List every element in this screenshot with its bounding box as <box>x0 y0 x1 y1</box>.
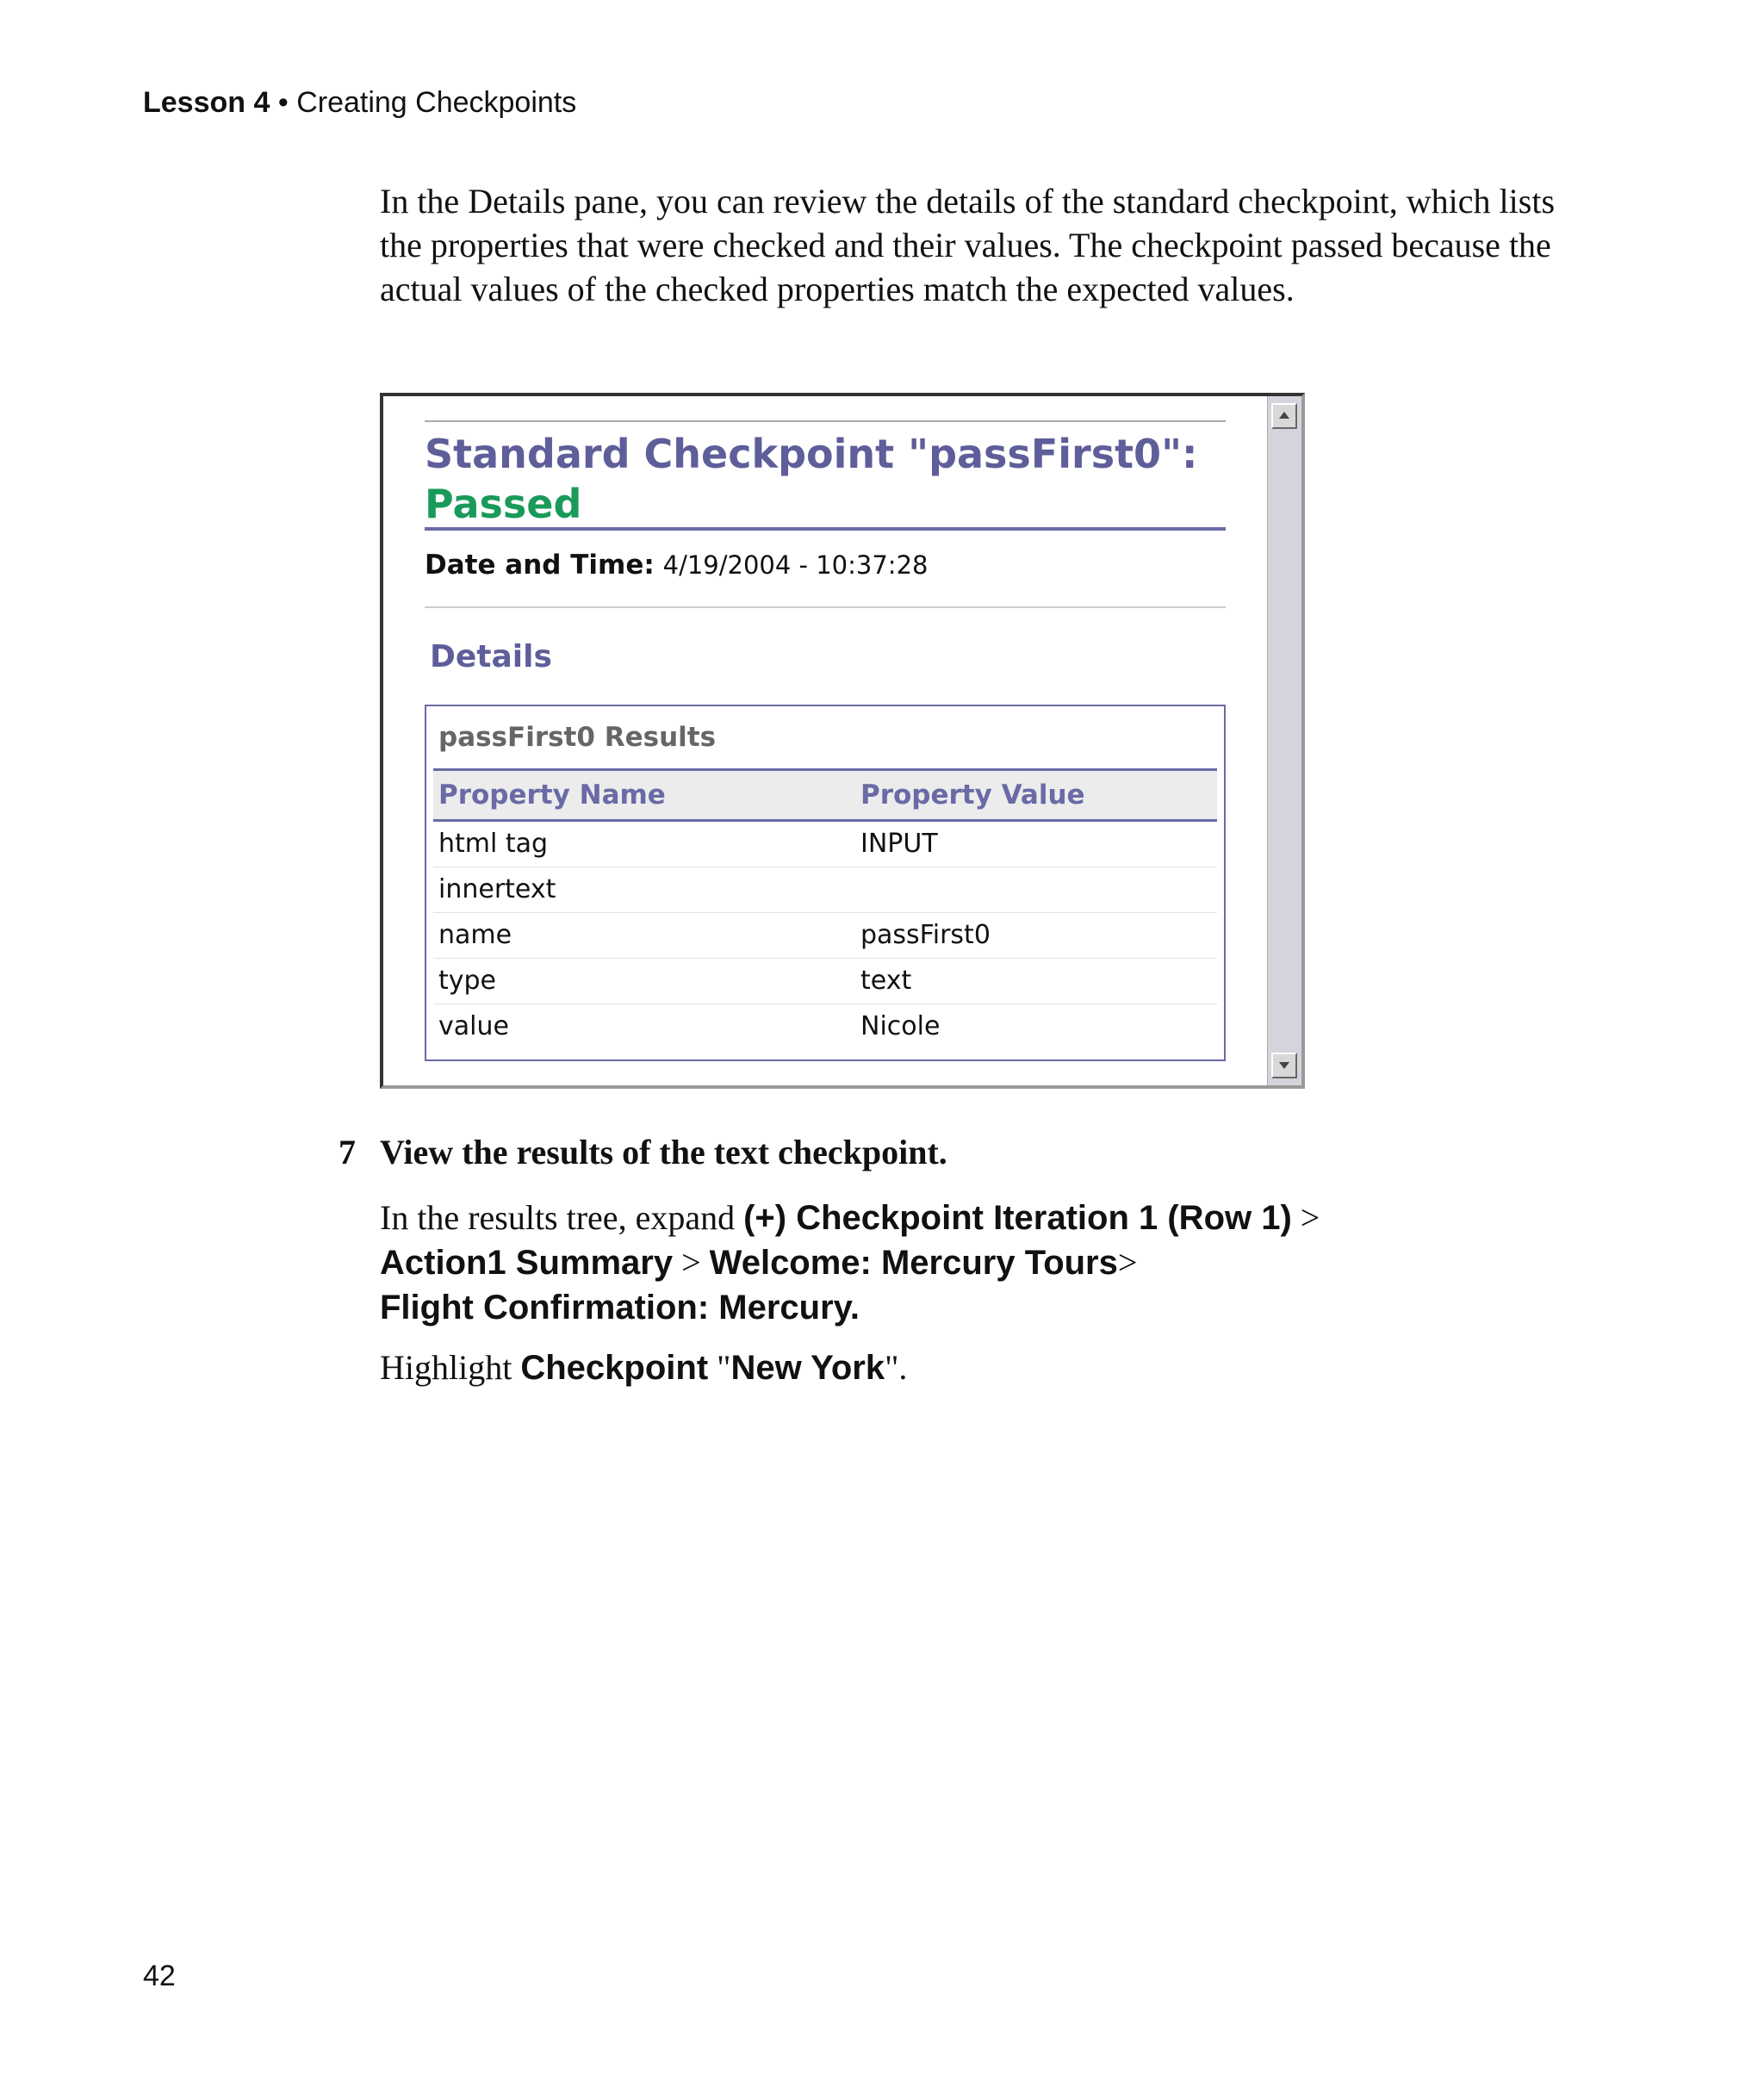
row-property-name: name <box>438 920 512 950</box>
table-row <box>433 959 1217 1004</box>
table-row <box>433 1004 1217 1050</box>
expand-sep-2: > <box>673 1243 710 1282</box>
title-rule <box>425 527 1226 531</box>
col-property-name: Property Name <box>438 780 666 811</box>
checkpoint-title: Standard Checkpoint "passFirst0": <box>425 431 1198 477</box>
section-rule <box>425 606 1226 608</box>
date-time <box>425 548 928 582</box>
date-time-label: Date and Time: <box>425 550 655 581</box>
col-property-value: Property Value <box>860 780 1085 811</box>
checkpoint-status: Passed <box>425 481 582 527</box>
checkpoint-details-window <box>380 393 1305 1089</box>
results-table <box>425 705 1226 1061</box>
vertical-scrollbar[interactable] <box>1267 396 1301 1085</box>
row-property-name: value <box>438 1011 509 1041</box>
row-property-name: type <box>438 966 497 996</box>
expand-sep-3: > <box>1117 1243 1138 1282</box>
date-time-value: 4/19/2004 - 10:37:28 <box>662 550 929 580</box>
scroll-up-button[interactable] <box>1271 403 1297 429</box>
expand-part-2: Action1 Summary <box>380 1244 674 1282</box>
highlight-bold-1: Checkpoint <box>520 1349 709 1387</box>
results-header <box>433 768 1217 822</box>
step-number: 7 <box>339 1133 356 1171</box>
expand-part-4: Flight Confirmation: Mercury. <box>380 1289 860 1326</box>
chapter-title: Creating Checkpoints <box>296 86 577 119</box>
results-title: passFirst0 Results <box>438 722 717 753</box>
top-rule <box>425 420 1226 422</box>
lesson-label: Lesson 4 <box>143 86 270 119</box>
arrow-up-icon <box>1279 412 1289 419</box>
expand-part-3: Welcome: Mercury Tours <box>709 1244 1118 1282</box>
expand-sep-1: > <box>1291 1198 1320 1237</box>
highlight-bold-2: New York <box>730 1349 885 1387</box>
head-separator: • <box>270 86 297 119</box>
page-number: 42 <box>143 1960 176 1992</box>
intro-paragraph: In the Details pane, you can review the details of the standard checkpoint, which lists the properties that were checked and their values. The checkpoint passed because the actual values of the checked properties match the expected values. <box>380 182 1556 308</box>
row-property-name: html tag <box>438 829 549 859</box>
row-property-name: innertext <box>438 874 556 904</box>
step-text: View the results of the text checkpoint. <box>380 1133 947 1171</box>
details-heading: Details <box>430 639 552 674</box>
highlight-prefix: Highlight <box>380 1348 521 1387</box>
row-property-value: text <box>860 966 912 996</box>
table-row <box>433 822 1217 867</box>
table-row <box>433 867 1217 913</box>
running-head <box>143 86 576 120</box>
highlight-quote-1: " <box>708 1348 731 1387</box>
table-row <box>433 913 1217 959</box>
highlight-instruction <box>380 1345 1586 1390</box>
highlight-quote-2: ". <box>885 1348 908 1387</box>
row-property-value: Nicole <box>860 1011 941 1041</box>
row-property-value: INPUT <box>860 829 938 859</box>
expand-part-1: (+) Checkpoint Iteration 1 (Row 1) <box>743 1199 1292 1237</box>
row-property-value: passFirst0 <box>860 920 991 950</box>
expand-instructions <box>380 1196 1586 1330</box>
step-7 <box>339 1130 947 1174</box>
arrow-down-icon <box>1279 1062 1289 1069</box>
expand-prefix: In the results tree, expand <box>380 1198 744 1237</box>
scroll-down-button[interactable] <box>1271 1053 1297 1078</box>
